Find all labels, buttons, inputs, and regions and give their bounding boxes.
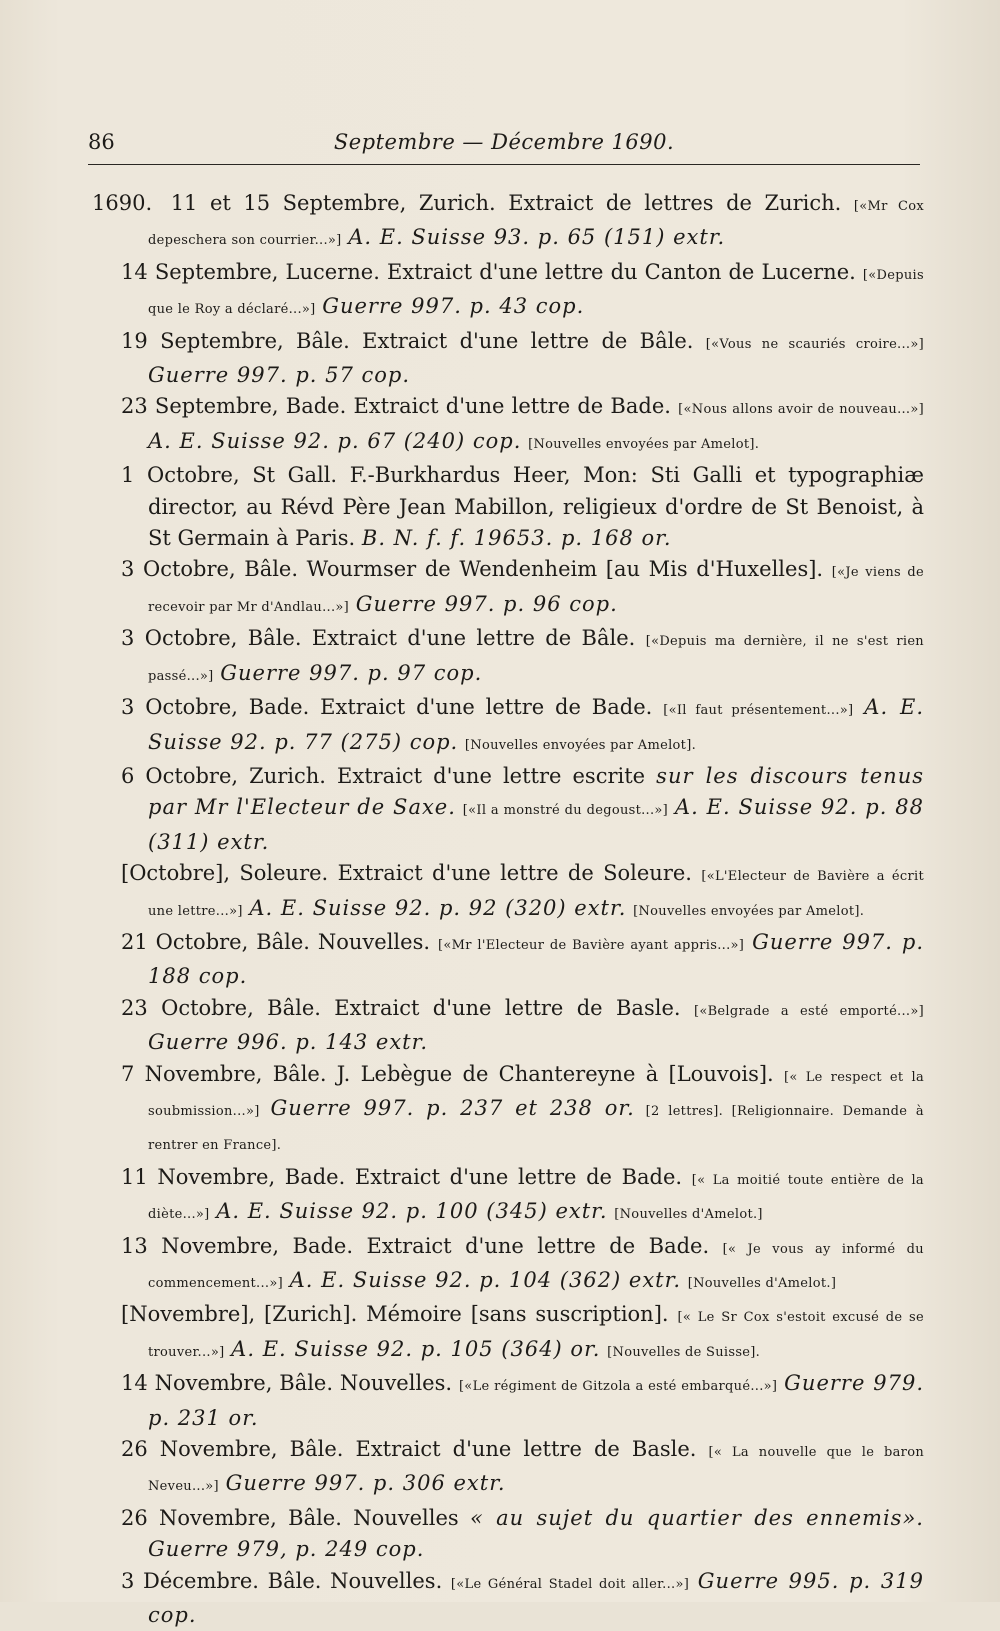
entry-lead: 11 et 15 Septembre, Zurich. Extraict de lettres de Zurich.: [170, 191, 842, 215]
entry-quote: [« La nouvelle que le baron Neveu...»]: [148, 1445, 924, 1495]
entry-quote: [« Le respect et la soubmission...»]: [148, 1069, 924, 1119]
entry-quote: [« Je vous ay informé du commencement...»]: [148, 1241, 924, 1291]
entry-lead: 26 Novembre, Bâle. Nouvelles: [121, 1505, 459, 1530]
entry-quote: [«Depuis ma dernière, il ne s'est rien passé...»]: [148, 634, 924, 684]
list-item: [92, 1434, 924, 1503]
list-item: [92, 927, 924, 993]
entry-lead: [Novembre], [Zurich]. Mémoire [sans suscription].: [121, 1302, 669, 1327]
list-item: [92, 761, 924, 858]
entry-lead: 3 Octobre, Bâle. Wourmser de Wendenheim [au Mis d'Huxelles].: [121, 557, 824, 582]
entry-lead: 21 Octobre, Bâle. Nouvelles.: [121, 929, 431, 954]
entry-note: [Nouvelles d'Amelot.]: [687, 1276, 837, 1291]
list-item: [92, 1368, 924, 1434]
list-item: [92, 326, 924, 392]
entry-lead-italic: sur les discours tenus par Mr l'Electeur de Saxe.: [148, 763, 925, 820]
entry-quote: [«Le régiment de Gitzola a esté embarqué...»]: [458, 1379, 778, 1395]
entry-reference: A. E. Suisse 92. p. 100 (345) extr.: [216, 1199, 608, 1224]
entry-quote: [«Le Général Stadel doit aller...»]: [450, 1576, 690, 1592]
list-item: [92, 1059, 924, 1162]
entry-lead: 3 Octobre, Bâle. Extraict d'une lettre de Bâle.: [121, 626, 636, 651]
entry-quote: [«L'Electeur de Bavière a écrit une lettre...»]: [148, 869, 924, 919]
entry-lead: 14 Septembre, Lucerne. Extraict d'une lettre du Canton de Lucerne.: [121, 259, 856, 284]
page-header: [88, 128, 920, 165]
entry-reference: Guerre 979. p. 231 or.: [148, 1371, 924, 1430]
entry-reference: A. E. Suisse 92. p. 67 (240) cop.: [148, 428, 522, 453]
entry-note: [Nouvelles envoyées par Amelot].: [633, 903, 865, 919]
entry-reference: A. E. Suisse 92. p. 104 (362) extr.: [289, 1268, 682, 1292]
entry-reference: A. E. Suisse 92. p. 88 (311) extr.: [148, 795, 924, 854]
entry-reference: A. E. Suisse 92. p. 105 (364) or.: [231, 1336, 601, 1361]
page-number: 86: [88, 130, 115, 154]
entry-reference: A. E. Suisse 92. p. 92 (320) extr.: [249, 895, 627, 920]
list-item: [92, 692, 924, 761]
entry-lead: 23 Octobre, Bâle. Extraict d'une lettre de Basle.: [121, 995, 681, 1020]
entry-lead: 1 Octobre, St Gall. F.-Burkhardus Heer, Mon: Sti Galli et typographiæ director, au Révd Père Jean Mabillon, religieux d'ordre de St Benoist, à St Germain à Paris.: [121, 463, 924, 551]
entry-lead-italic: « au sujet du quartier des ennemis».: [470, 1505, 924, 1530]
entry-lead: 7 Novembre, Bâle. J. Lebègue de Chantereyne à [Louvois].: [121, 1061, 774, 1086]
list-item: [92, 623, 924, 692]
list-item: [92, 1503, 924, 1566]
entry-lead: 23 Septembre, Bade. Extraict d'une lettre de Bade.: [121, 394, 671, 419]
running-title: Septembre — Décembre 1690.: [333, 130, 675, 154]
list-item: [92, 1299, 924, 1368]
entry-lead: 6 Octobre, Zurich. Extraict d'une lettre escrite: [121, 763, 646, 788]
entry-quote: [«Il a monstré du degoust...»]: [462, 803, 669, 819]
entry-note: [2 lettres]. [Religionnaire. Demande à rentrer en France].: [148, 1103, 924, 1154]
list-item: [92, 554, 924, 623]
entry-quote: [«Mr Cox depeschera son courrier...»]: [148, 199, 924, 249]
entry-quote: [«Il faut présentement...»]: [663, 703, 854, 719]
list-item: [92, 460, 924, 554]
entry-quote: [«Mr l'Electeur de Bavière ayant appris...»]: [437, 937, 745, 953]
entry-reference: Guerre 997. p. 43 cop.: [322, 294, 585, 319]
entry-lead: 3 Décembre. Bâle. Nouvelles.: [121, 1568, 443, 1593]
list-item: [92, 391, 924, 460]
entry-quote: [«Nous allons avoir de nouveau...»]: [678, 402, 924, 418]
entry-note: [Nouvelles envoyées par Amelot].: [464, 737, 697, 753]
entry-note: [Nouvelles envoyées par Amelot].: [528, 436, 760, 452]
entry-quote: [« Le Sr Cox s'estoit excusé de se trouver...»]: [148, 1310, 924, 1360]
list-item: [92, 188, 924, 257]
entry-note: [Nouvelles d'Amelot.]: [614, 1207, 763, 1223]
entry-reference: Guerre 997. p. 188 cop.: [148, 929, 924, 989]
list-item: [92, 1162, 924, 1231]
entry-reference: A. E. Suisse 93. p. 65 (151) extr.: [348, 225, 726, 250]
entry-lead: 3 Octobre, Bade. Extraict d'une lettre de Bade.: [121, 695, 653, 720]
entry-reference: B. N. f. f. 19653. p. 168 or.: [361, 526, 672, 551]
entry-quote: [« La moitié toute entière de la diète...»]: [148, 1172, 924, 1223]
entry-reference: Guerre 995. p. 319 cop.: [148, 1568, 924, 1628]
list-item: [92, 858, 924, 927]
entry-lead: 14 Novembre, Bâle. Nouvelles.: [121, 1371, 453, 1396]
entry-reference: Guerre 997. p. 57 cop.: [148, 363, 411, 388]
list-item: [92, 1231, 924, 1300]
entry-lead: 11 Novembre, Bade. Extraict d'une lettre de Bade.: [121, 1164, 683, 1189]
entry-note: [Nouvelles de Suisse].: [607, 1344, 761, 1360]
entry-list: [92, 188, 924, 1631]
entry-reference: Guerre 996. p. 143 extr.: [148, 1030, 429, 1055]
entry-reference: Guerre 997. p. 96 cop.: [355, 591, 618, 616]
list-item: [92, 1566, 924, 1631]
entry-lead: 19 Septembre, Bâle. Extraict d'une lettre de Bâle.: [121, 328, 694, 353]
entry-reference: Guerre 997. p. 306 extr.: [225, 1471, 506, 1496]
entry-year: 1690.: [92, 191, 153, 215]
entry-reference: A. E. Suisse 92. p. 77 (275) cop.: [148, 695, 925, 754]
entry-quote: [«Depuis que le Roy a déclaré...»]: [148, 267, 924, 318]
entry-lead: 13 Novembre, Bade. Extraict d'une lettre de Bade.: [121, 1233, 710, 1258]
entry-lead: 26 Novembre, Bâle. Extraict d'une lettre de Basle.: [121, 1437, 697, 1462]
list-item: [92, 257, 924, 326]
entry-reference: Guerre 997. p. 237 et 238 or.: [270, 1095, 635, 1120]
list-item: [92, 993, 924, 1059]
entry-quote: [«Vous ne scauriés croire...»]: [705, 336, 924, 352]
entry-reference: Guerre 997. p. 97 cop.: [220, 660, 483, 685]
entry-reference: Guerre 979, p. 249 cop.: [148, 1537, 425, 1562]
entry-lead: [Octobre], Soleure. Extraict d'une lettre de Soleure.: [121, 861, 692, 886]
entry-quote: [«Belgrade a esté emporté...»]: [693, 1003, 924, 1019]
entry-quote: [«Je viens de recevoir par Mr d'Andlau...»]: [148, 565, 924, 615]
